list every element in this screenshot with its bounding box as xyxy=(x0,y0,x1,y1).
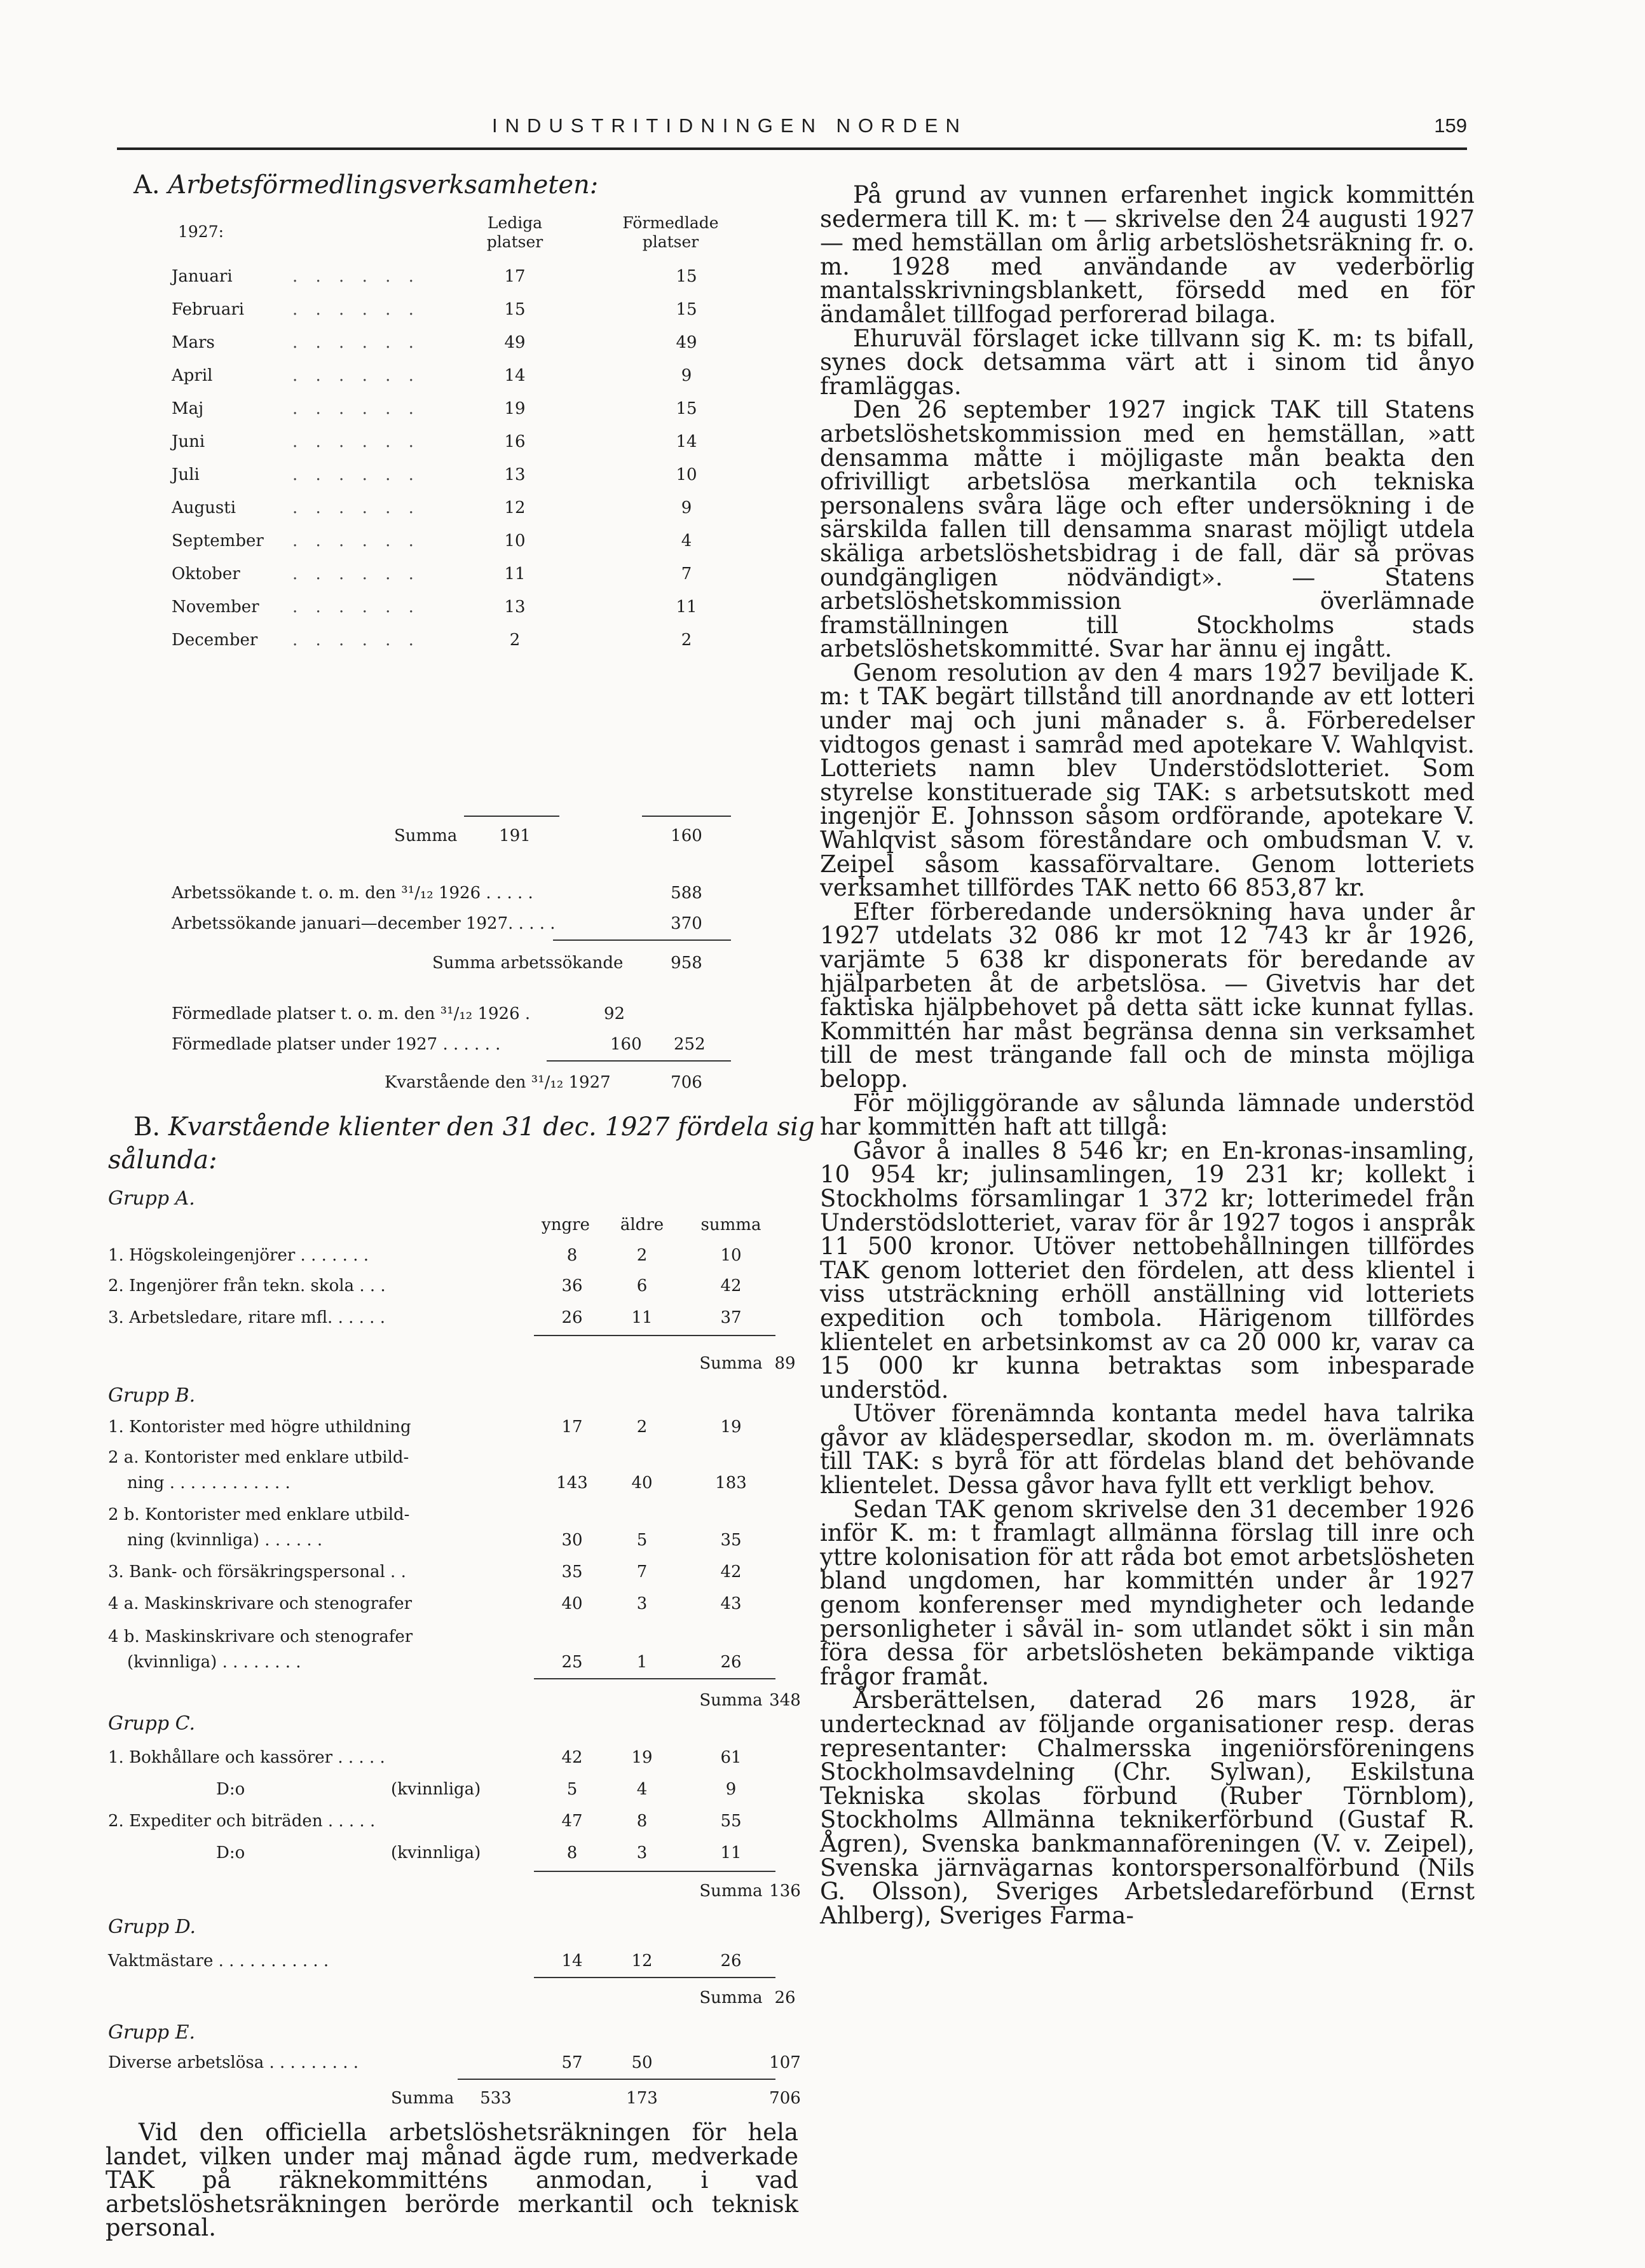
paragraph: Ehuruväl förslaget icke tillvann sig K. m: ts bifall, synes dock detsamma värt att i sinom tid ånyo framläggas. xyxy=(820,324,1475,400)
group-c-sum: Summa 136 xyxy=(699,1882,801,1901)
formedlade-value: 14 xyxy=(676,432,697,451)
paragraph: Årsberättelsen, daterad 26 mars 1928, är undertecknad av följande organisationer resp. deras representanter: Chalmersska ingeniörsföreningens Stockholmsavdelning (Chr. Sylwan), Eskilstuna Tekniska skolas förbund (Ruber Törnblom), Stockholms Allmänna teknikerförbund (Gustaf R. Ågren), Svenska bankmannaföreningen (V. v. Zeipel), Svenska järnvägarnas kontorspersonalförbund (Nils G. Olsson), Sveriges Arbetsledareförbund (Ernst Ahlberg), Sveriges Farma- xyxy=(820,1686,1475,1929)
table-row: Diverse arbetslösa . . . . . . . . . 57 50 107 xyxy=(108,2053,801,2072)
month-row: September . . . . . . 10 4 xyxy=(102,530,795,556)
table-row: 3. Arbetsledare, ritare mfl. . . . . . 26 11 37 xyxy=(108,1308,742,1327)
seekers-1927-row: Arbetssökande januari—december 1927. . . . . 370 xyxy=(172,914,702,933)
lediga-value: 13 xyxy=(504,465,526,484)
month-name: Oktober xyxy=(172,564,240,584)
table-row: 3. Bank- och försäkringspersonal . . 35 7 42 xyxy=(108,1562,742,1581)
sum-rule xyxy=(464,816,559,817)
section-b-title: B. Kvarstående klienter den 31 dec. 1927 fördela sig xyxy=(133,1112,815,1142)
lediga-value: 16 xyxy=(504,432,526,451)
month-row: Juli . . . . . . 13 10 xyxy=(102,464,795,489)
lediga-value: 49 xyxy=(504,333,526,352)
final-sum-row: Summa 533 173 706 xyxy=(391,2089,801,2108)
col-lediga-header: Lediga platser xyxy=(486,214,543,251)
final-rule xyxy=(458,2079,775,2080)
group-rule xyxy=(534,1678,775,1679)
formedlade-value: 7 xyxy=(681,564,692,584)
right-column xyxy=(820,183,1475,2204)
group-rule xyxy=(534,1977,775,1978)
group-b-sum: Summa 348 xyxy=(699,1691,801,1710)
formedlade-value: 11 xyxy=(676,598,697,617)
year-label: 1927: xyxy=(178,222,224,241)
table-row: D:o (kvinnliga) 8 3 11 xyxy=(216,1843,742,1862)
table-row-line1: 2 b. Kontorister med enklare utbild- xyxy=(108,1505,410,1524)
month-name: September xyxy=(172,531,264,550)
page-number: 159 xyxy=(1434,114,1467,137)
table-row: ning (kvinnliga) . . . . . . 30 5 35 xyxy=(127,1531,742,1550)
section-a-title: A. Arbetsförmedlingsverksamheten: xyxy=(133,170,599,200)
lediga-value: 14 xyxy=(504,366,526,385)
lediga-value: 11 xyxy=(504,564,526,584)
table-row: (kvinnliga) . . . . . . . . 25 1 26 xyxy=(127,1653,742,1672)
month-row: Februari . . . . . . 15 15 xyxy=(102,299,795,324)
paragraph: För möjliggörande av sålunda lämnade understöd har kommittén haft att tillgå: xyxy=(820,1089,1475,1141)
formedlade-value: 9 xyxy=(681,498,692,517)
formedlade-value: 15 xyxy=(676,300,697,319)
formedlade-value: 2 xyxy=(681,631,692,650)
left-column xyxy=(102,164,815,2128)
placed-1927-row: Förmedlade platser under 1927 . . . . . . 160 252 xyxy=(172,1035,706,1054)
table-row: Vaktmästare . . . . . . . . . . . 14 12 26 xyxy=(108,1951,742,1971)
group-d-sum: Summa 26 xyxy=(699,1988,796,2007)
table-row: 2. Ingenjörer från tekn. skola . . . 36 6 42 xyxy=(108,1276,742,1295)
header-rule xyxy=(117,147,1467,150)
paragraph: Den 26 september 1927 ingick TAK till Statens arbetslöshetskommission med en hemställan, »att densamma måtte i möjligaste mån beakta den ofrivilligt arbetslösa merkantila och tekniska personalens svåra läge och efter undersökning i de särskilda fallen till densamma snarast möjligt utdela skäliga arbetslöshetsbidrag i de fall, där så prövas oundgängligen nödvändigt». — Statens arbetslöshetskommission överlämnade framställningen till Stockholms stads arbetslöshetskommitté. Svar har ännu ej ingått. xyxy=(820,396,1475,663)
table-row: D:o (kvinnliga) 5 4 9 xyxy=(216,1780,737,1799)
table-row: 1. Högskoleingenjörer . . . . . . . 8 2 10 xyxy=(108,1246,742,1265)
month-name: Augusti xyxy=(172,498,236,517)
month-row: Oktober . . . . . . 11 7 xyxy=(102,563,795,589)
formedlade-value: 15 xyxy=(676,399,697,418)
table-row: 1. Kontorister med högre uthildning 17 2 19 xyxy=(108,1418,742,1437)
month-row: Mars . . . . . . 49 49 xyxy=(102,332,795,357)
col-formedlade-header: Förmedlade platser xyxy=(622,214,719,251)
group-a-label: Grupp A. xyxy=(108,1187,195,1210)
month-name: Mars xyxy=(172,333,215,352)
lediga-value: 12 xyxy=(504,498,526,517)
table-row-line1: 4 b. Maskinskrivare och stenografer xyxy=(108,1627,413,1646)
placed-1926-row: Förmedlade platser t. o. m. den ³¹/₁₂ 1926 . 92 xyxy=(172,1004,625,1023)
b-column-headers: yngre äldre summa xyxy=(542,1215,761,1234)
month-name: Maj xyxy=(172,399,204,418)
month-row: November . . . . . . 13 11 xyxy=(102,596,795,622)
section-b-title-line2: sålunda: xyxy=(108,1145,217,1175)
group-d-label: Grupp D. xyxy=(108,1916,196,1938)
table-row: 4 a. Maskinskrivare och stenografer 40 3 43 xyxy=(108,1594,742,1613)
placed-rule xyxy=(547,1060,731,1062)
journal-title: INDUSTRITIDNINGEN NORDEN xyxy=(492,114,967,137)
remaining-row: Kvarstående den ³¹/₁₂ 1927 706 xyxy=(385,1073,702,1092)
lediga-value: 19 xyxy=(504,399,526,418)
month-name: December xyxy=(172,631,258,650)
lediga-value: 13 xyxy=(504,598,526,617)
paragraph: Genom resolution av den 4 mars 1927 beviljade K. m: t TAK begärt tillstånd till anordnande av ett lotteri under maj och juni månader s. å. Förberedelser vidtogos genast i samråd med apotekare V. Wahlqvist. Lotteriets namn blev Understödslotteriet. Som styrelse konstituerade sig TAK: s arbetsutskott med ingenjör E. Johnsson såsom ordförande, apotekare V. Wahlqvist såsom föreståndare och ombudsman V. v. Zeipel såsom kassaförvaltare. Genom lotteriets verksamhet tillfördes TAK netto 66 853,87 kr. xyxy=(820,659,1475,902)
formedlade-value: 49 xyxy=(676,333,697,352)
paragraph: Gåvor å inalles 8 546 kr; en En-kronas-insamling, 10 954 kr; julinsamlingen, 19 231 kr; kollekt i Stockholms församlingar 1 372 kr; lotterimedel från Understödslotteriet, varav för år 1927 togos i anspråk 11 500 kronor. Utöver nettobehållningen tillfördes TAK genom lotteriet den fördelen, att dess klientel i viss utsträckning erhöll anställning vid lotteriets expedition och tombola. Härigenom tillfördes klientelet en arbetsinkomst av ca 20 000 kr, varav ca 15 000 kr kunna betraktas som inbesparade understöd. xyxy=(820,1137,1475,1404)
lediga-value: 2 xyxy=(509,631,521,650)
month-name: April xyxy=(172,366,213,385)
paragraph: Sedan TAK genom skrivelse den 31 december 1926 inför K. m: t framlagt allmänna förslag till inre och yttre kolonisation för att råda bot emot arbetslösheten bland ungdomen, har kommittén under år 1927 genom konferenser med myndigheter och ledande personligheter i såväl in- som utlandet sökt i sin mån föra dessa för arbetslösheten bekämpande viktiga frågor framåt. xyxy=(820,1495,1475,1690)
lediga-value: 17 xyxy=(504,267,526,286)
paragraph: Utöver förenämnda kontanta medel hava talrika gåvor av klädespersedlar, skodon m. m. överlämnats till TAK: s byrå för att fördelas bland det behövande klientelet. Dessa gåvor hava fyllt ett verkligt behov. xyxy=(820,1400,1475,1499)
month-row: December . . . . . . 2 2 xyxy=(102,629,795,655)
formedlade-value: 10 xyxy=(676,465,697,484)
month-row: Maj . . . . . . 19 15 xyxy=(102,398,795,423)
group-b-label: Grupp B. xyxy=(108,1384,196,1407)
formedlade-value: 9 xyxy=(681,366,692,385)
formedlade-value: 15 xyxy=(676,267,697,286)
table-row: 1. Bokhållare och kassörer . . . . . 42 19 61 xyxy=(108,1748,742,1767)
paragraph: Efter förberedande undersökning hava under år 1927 utdelats 32 086 kr mot 12 743 kr år 1926, varjämte 5 638 kr disponerats för beredande av hjälparbeten åt de arbetslösa. — Givetvis har det faktiska hjälpbehovet på detta sätt icke kunnat fyllas. Kommittén har måst begränsa denna sin verksamhet till de mest trängande fall och de minsta möjliga belopp. xyxy=(820,898,1475,1093)
left-paragraph: Vid den officiella arbetslöshetsräkningen för hela landet, vilken under maj månad ägde rum, medverkade TAK på räknekommitténs anmodan, i vad arbetslöshetsräkningen berörde merkantil och teknisk personal. xyxy=(106,2119,798,2242)
group-a-sum: Summa 89 xyxy=(699,1354,796,1373)
formedlade-value: 4 xyxy=(681,531,692,550)
lediga-value: 15 xyxy=(504,300,526,319)
seek-rule xyxy=(553,939,731,941)
month-name: Februari xyxy=(172,300,245,319)
table-row: 2. Expediter och biträden . . . . . 47 8 55 xyxy=(108,1812,742,1831)
month-row: Juni . . . . . . 16 14 xyxy=(102,431,795,456)
table-row: ning . . . . . . . . . . . . 143 40 183 xyxy=(127,1473,747,1493)
group-rule xyxy=(534,1871,775,1872)
paragraph: På grund av vunnen erfarenhet ingick kommittén sedermera till K. m: t — skrivelse den 24 augusti 1927 — med hemställan om årlig arbetslöshetsräkning fr. o. m. 1928 med användande av vederbörlig mantalsskrivningsblankett, försedd med en för ändamålet tillfogad perforerad bilaga. xyxy=(820,181,1475,328)
month-row: Augusti . . . . . . 12 9 xyxy=(102,497,795,523)
month-name: Juni xyxy=(172,432,205,451)
group-e-label: Grupp E. xyxy=(108,2021,196,2044)
sum-rule xyxy=(642,816,731,817)
page-header xyxy=(117,108,1467,153)
month-name: November xyxy=(172,598,259,617)
lediga-value: 10 xyxy=(504,531,526,550)
month-row: April . . . . . . 14 9 xyxy=(102,365,795,390)
month-name: Januari xyxy=(172,267,233,286)
month-sum-row: Summa 191 160 xyxy=(394,826,702,845)
seekers-sum-row: Summa arbetssökande 958 xyxy=(432,953,702,973)
group-c-label: Grupp C. xyxy=(108,1712,195,1735)
month-row: Januari . . . . . . 17 15 xyxy=(102,266,795,291)
table-row-line1: 2 a. Kontorister med enklare utbild- xyxy=(108,1448,409,1467)
seekers-1926-row: Arbetssökande t. o. m. den ³¹/₁₂ 1926 . . . . . 588 xyxy=(172,884,702,903)
group-rule xyxy=(534,1335,775,1336)
month-name: Juli xyxy=(172,465,200,484)
